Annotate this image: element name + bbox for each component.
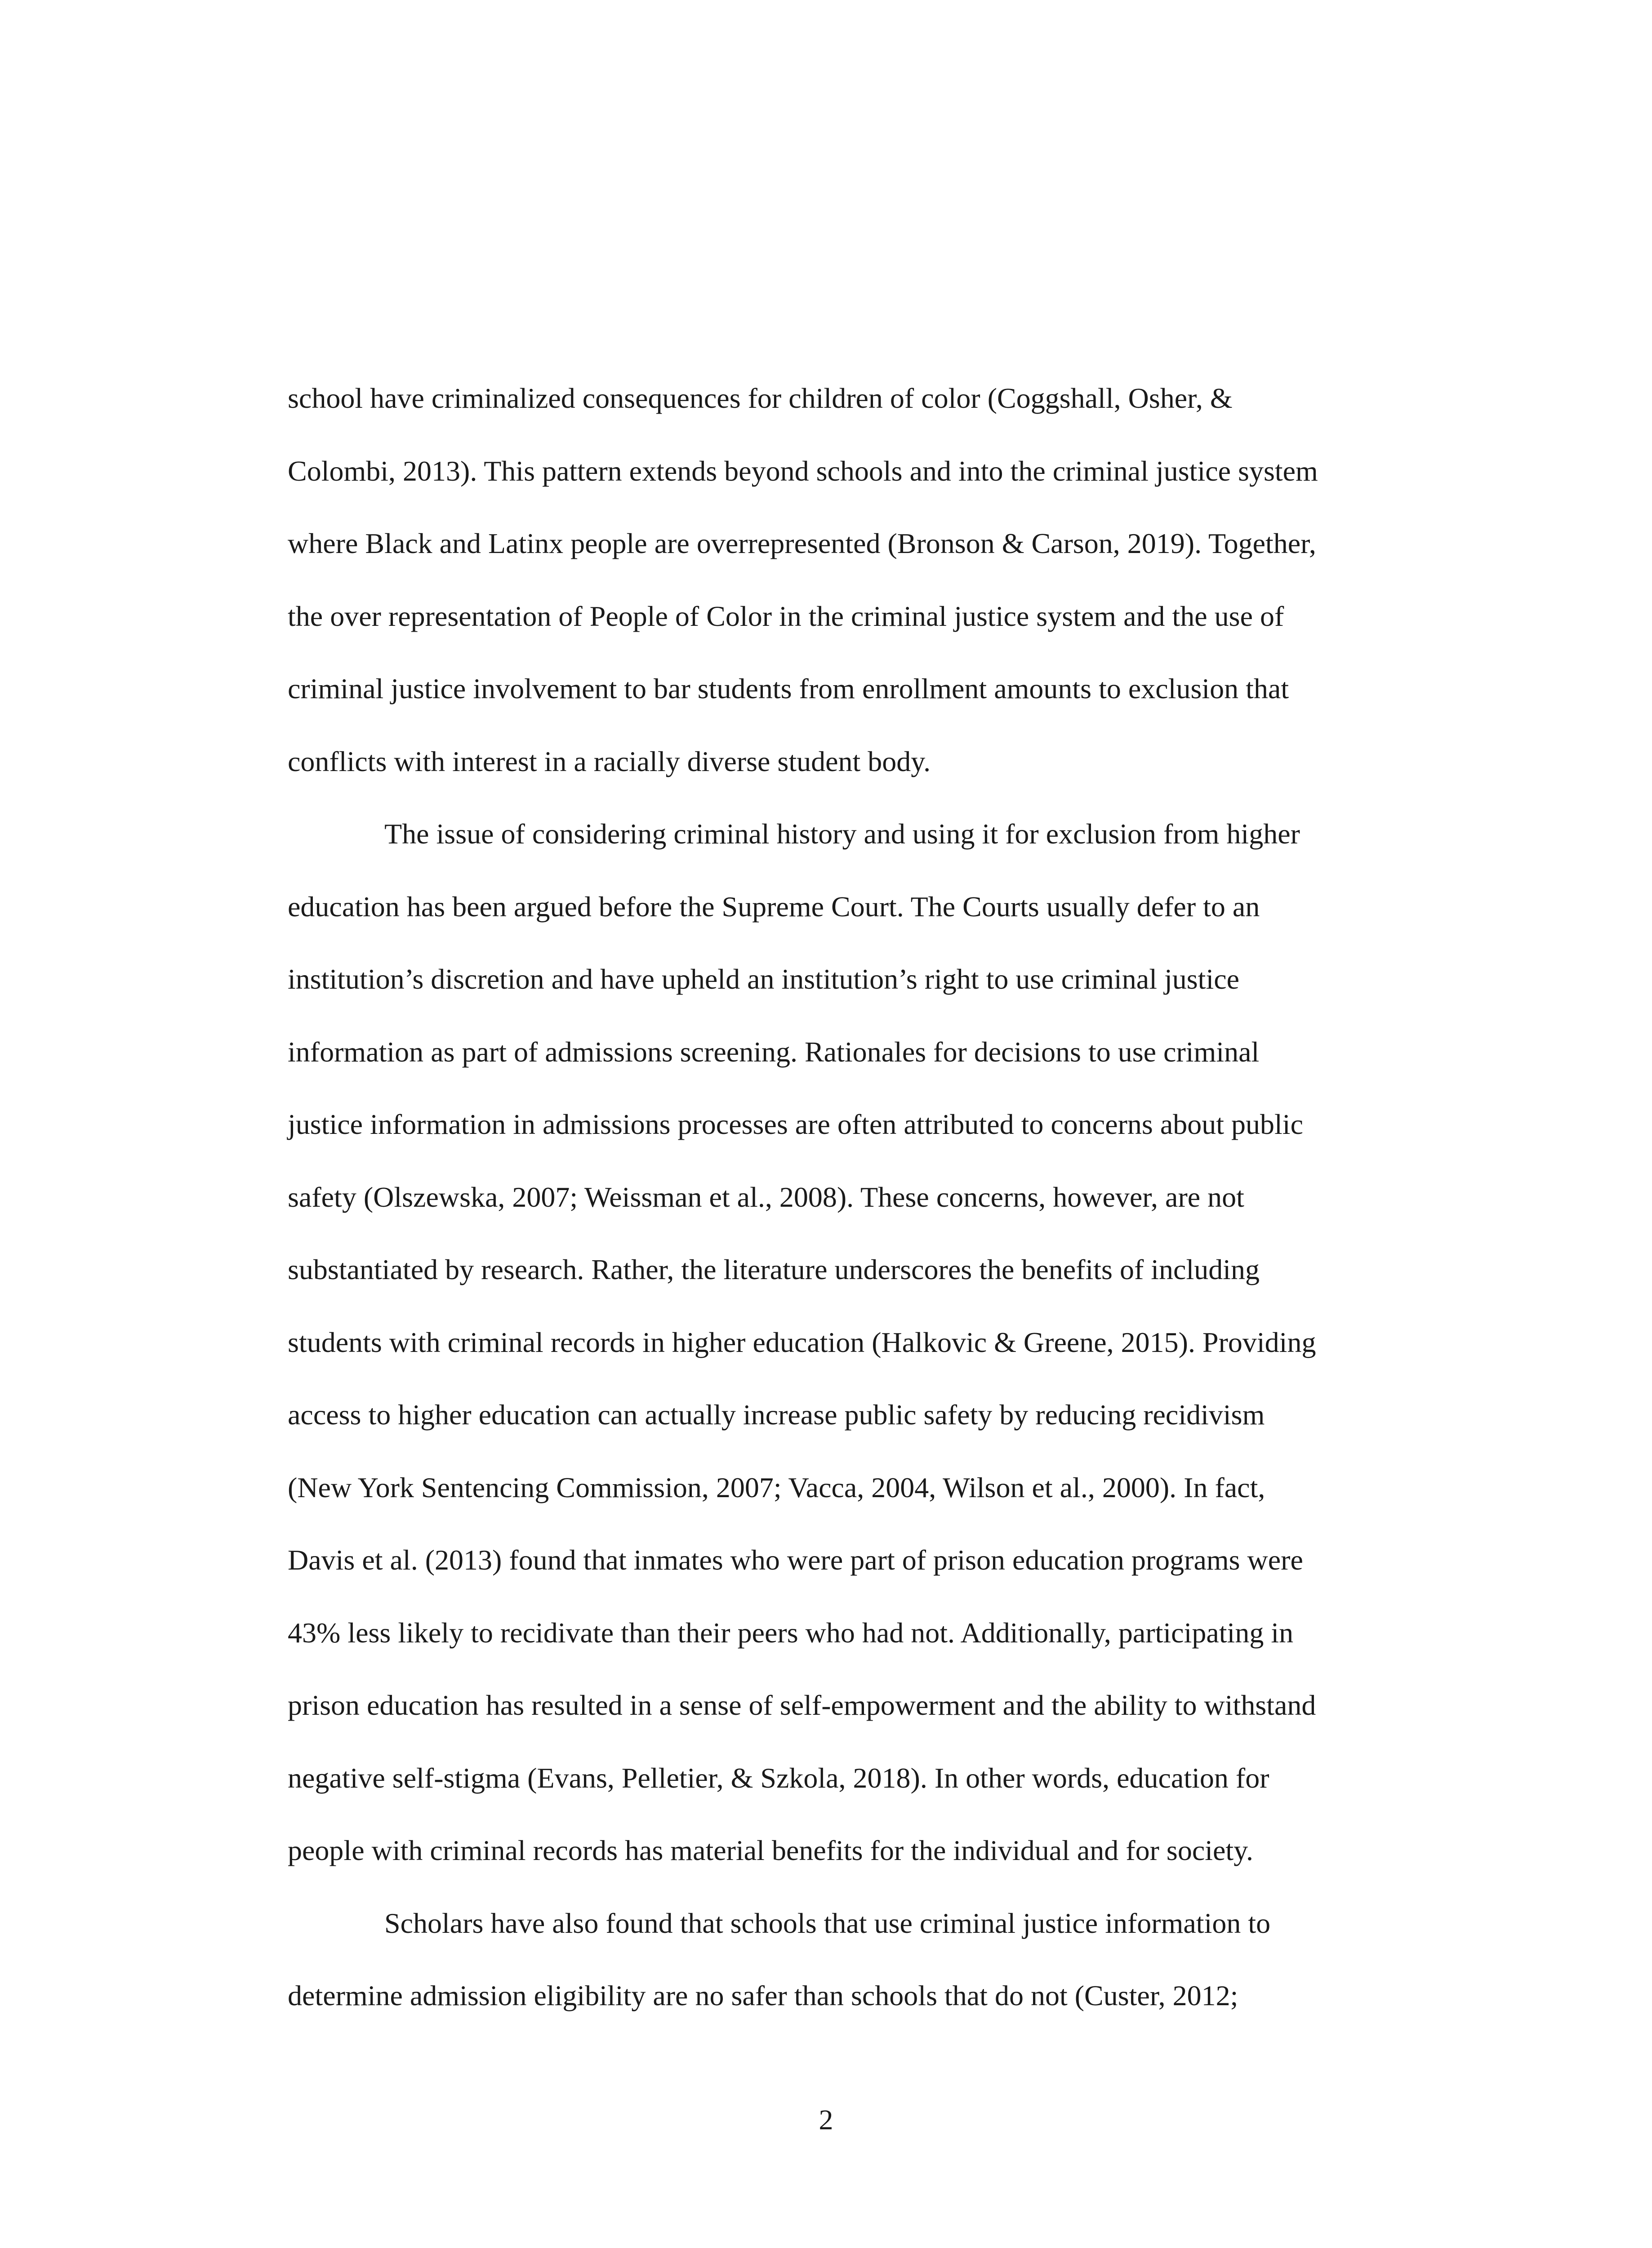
text-line: 43% less likely to recidivate than their peers who had not. Additionally, participating in <box>288 1616 1294 1649</box>
text-line: students with criminal records in higher education (Halkovic & Greene, 2015). Providing <box>288 1326 1316 1358</box>
text-line: conflicts with interest in a racially diverse student body. <box>288 745 931 777</box>
text-line: school have criminalized consequences for children of color (Coggshall, Osher, & <box>288 382 1233 414</box>
text-line: criminal justice involvement to bar students from enrollment amounts to exclusion that <box>288 673 1289 705</box>
text-line: information as part of admissions screening. Rationales for decisions to use criminal <box>288 1035 1260 1068</box>
text-line: determine admission eligibility are no safer than schools that do not (Custer, 2012; <box>288 1980 1238 2012</box>
text-line: (New York Sentencing Commission, 2007; Vacca, 2004, Wilson et al., 2000). In fact, <box>288 1471 1265 1503</box>
text-line: institution’s discretion and have upheld an institution’s right to use criminal justice <box>288 963 1240 995</box>
text-line: access to higher education can actually increase public safety by reducing recidivism <box>288 1399 1265 1431</box>
text-line: prison education has resulted in a sense of self-empowerment and the ability to withstand <box>288 1689 1316 1721</box>
text-line: the over representation of People of Color in the criminal justice system and the use of <box>288 600 1284 632</box>
text-line: Colombi, 2013). This pattern extends beyond schools and into the criminal justice system <box>288 455 1318 487</box>
text-line: where Black and Latinx people are overrepresented (Bronson & Carson, 2019). Together, <box>288 527 1316 559</box>
text-line: safety (Olszewska, 2007; Weissman et al., 2008). These concerns, however, are not <box>288 1181 1244 1213</box>
text-line: people with criminal records has material benefits for the individual and for society. <box>288 1834 1254 1866</box>
text-line: Davis et al. (2013) found that inmates who were part of prison education programs were <box>288 1544 1303 1576</box>
text-line: Scholars have also found that schools that use criminal justice information to <box>384 1907 1271 1939</box>
text-line: substantiated by research. Rather, the literature underscores the benefits of including <box>288 1253 1260 1285</box>
text-line: negative self-stigma (Evans, Pelletier, & Szkola, 2018). In other words, education for <box>288 1762 1269 1794</box>
text-line: The issue of considering criminal history and using it for exclusion from higher <box>384 818 1300 850</box>
text-line: education has been argued before the Supreme Court. The Courts usually defer to an <box>288 890 1260 923</box>
body-text <box>288 362 1438 2032</box>
page-number: 2 <box>819 2104 833 2136</box>
text-line: justice information in admissions processes are often attributed to concerns about public <box>288 1108 1303 1140</box>
paragraph-2 <box>288 798 1438 1887</box>
paragraph-1 <box>288 362 1438 798</box>
paragraph-3 <box>288 1887 1438 2032</box>
